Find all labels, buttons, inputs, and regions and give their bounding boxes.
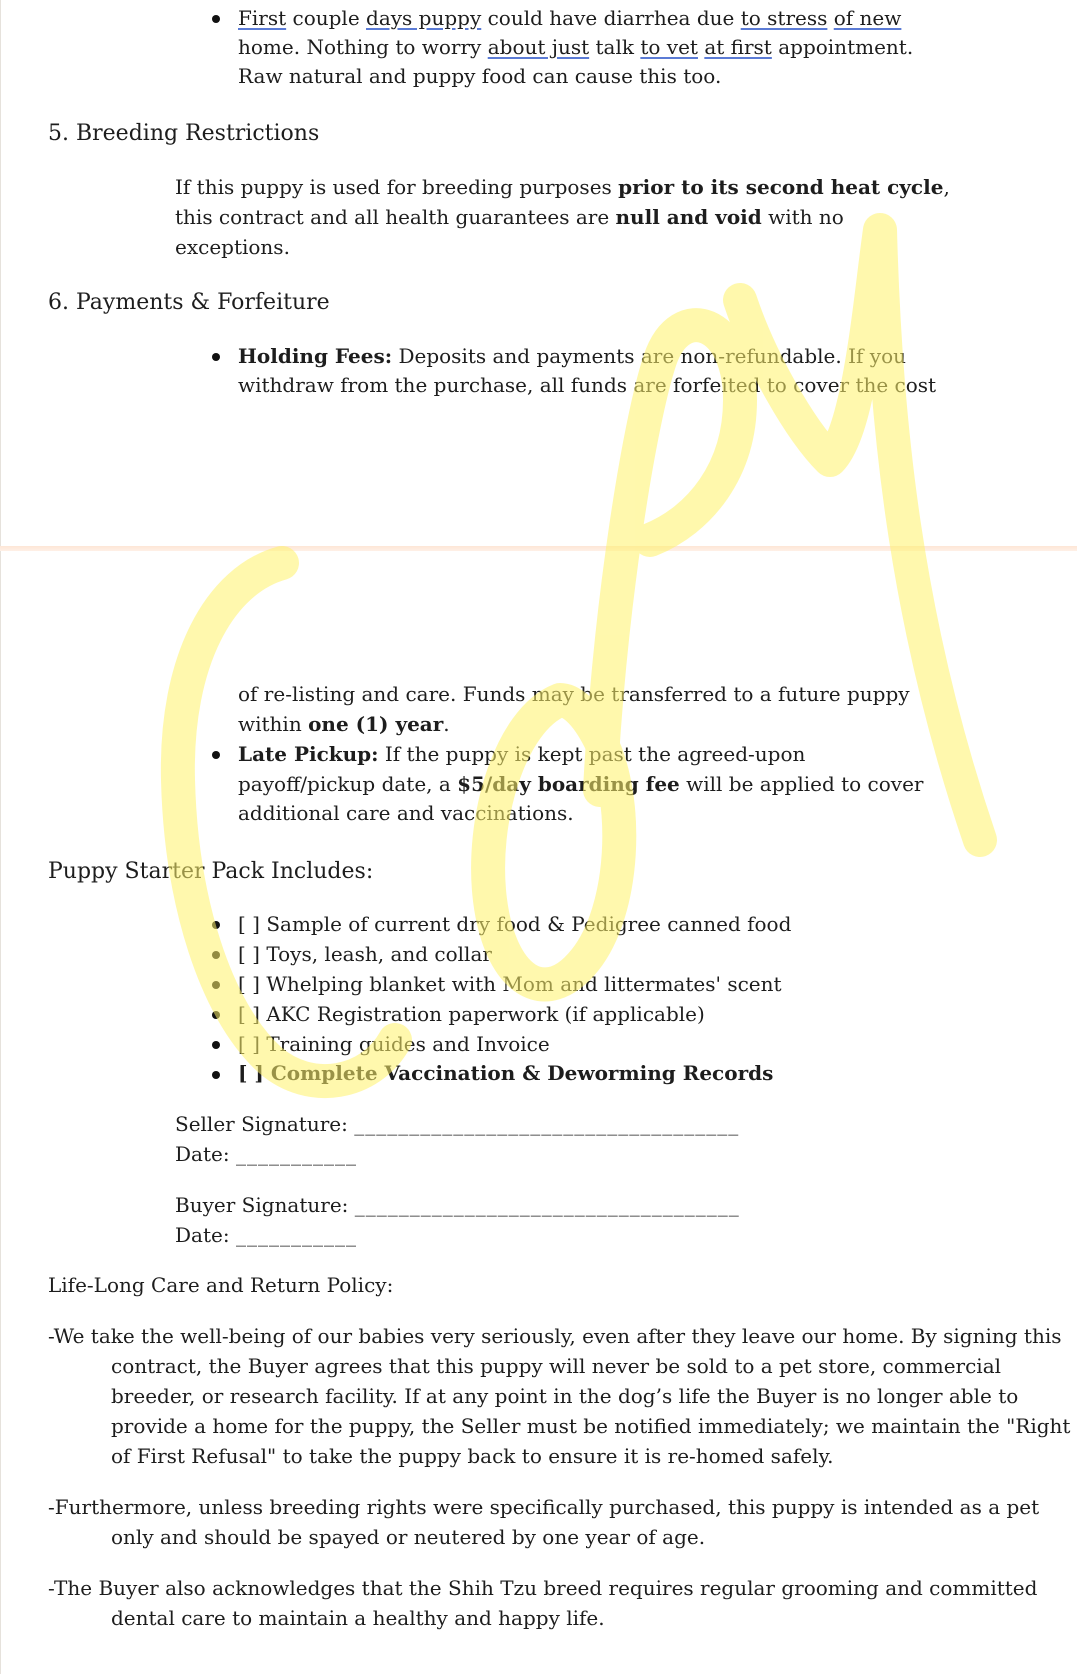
policy-p2-line: only and should be spayed or neutered by one year of age. [111, 1525, 706, 1549]
late-pickup-line-2: payoff/pickup date, a $5/day boarding fee will be applied to cover [238, 772, 924, 796]
starter-item: [ ] Sample of current dry food & Pedigree canned food [238, 912, 792, 936]
starter-item-bold: [ ] Complete Vaccination & Deworming Records [238, 1061, 774, 1085]
policy-p1-line: contract, the Buyer agrees that this puppy will never be sold to a pet store, commercial [111, 1354, 1002, 1378]
late-pickup-line-1: Late Pickup: If the puppy is kept past the agreed-upon [238, 742, 806, 766]
holding-fees-line-2: withdraw from the purchase, all funds are forfeited to cover the cost [238, 373, 937, 397]
seller-date-row: Date: ___________ [175, 1142, 357, 1166]
bullet-dot [212, 15, 220, 23]
starter-item: [ ] Whelping blanket with Mom and littermates' scent [238, 972, 782, 996]
policy-p3-line: dental care to maintain a healthy and happy life. [111, 1606, 605, 1630]
holding-fees-line-1: Holding Fees: Deposits and payments are non-refundable. If you [238, 344, 906, 368]
policy-p1-line: of First Refusal" to take the puppy back to ensure it is re-homed safely. [111, 1444, 834, 1468]
policy-p1-line: -We take the well-being of our babies very seriously, even after they leave our home. By signing this [48, 1324, 1062, 1348]
buyer-date-row: Date: ___________ [175, 1223, 357, 1247]
bullet-dot [212, 751, 220, 759]
seller-signature-row: Seller Signature: ___________________________________ [175, 1112, 740, 1136]
breeding-line-2: this contract and all health guarantees are null and void with no [175, 205, 844, 229]
seller-date-field[interactable]: ___________ [235, 1142, 357, 1166]
diarrhea-note-line-2: home. Nothing to worry about just talk to vet at first appointment. [238, 35, 914, 59]
starter-item: [ ] Training guides and Invoice [238, 1032, 550, 1056]
policy-p1-line: provide a home for the puppy, the Seller must be notified immediately; we maintain the "Right [111, 1414, 1071, 1438]
section-5-heading: 5. Breeding Restrictions [48, 121, 320, 146]
policy-heading: Life-Long Care and Return Policy: [48, 1273, 394, 1297]
seller-signature-field[interactable]: ___________________________________ [354, 1112, 740, 1136]
policy-p3-line: -The Buyer also acknowledges that the Shih Tzu breed requires regular grooming and committed [48, 1576, 1038, 1600]
late-pickup-line-3: additional care and vaccinations. [238, 801, 574, 825]
buyer-signature-row: Buyer Signature: ___________________________________ [175, 1193, 740, 1217]
holding-fees-line-3: of re-listing and care. Funds may be transferred to a future puppy [238, 682, 910, 706]
buyer-date-field[interactable]: ___________ [235, 1223, 357, 1247]
starter-pack-heading: Puppy Starter Pack Includes: [48, 859, 374, 884]
buyer-signature-field[interactable]: ___________________________________ [354, 1193, 740, 1217]
bullet-dot [212, 1041, 220, 1049]
bullet-dot [212, 921, 220, 929]
bullet-dot [212, 353, 220, 361]
section-6-heading: 6. Payments & Forfeiture [48, 290, 330, 315]
bullet-dot [212, 951, 220, 959]
starter-item: [ ] AKC Registration paperwork (if applicable) [238, 1002, 705, 1026]
policy-p1-line: breeder, or research facility. If at any point in the dog’s life the Buyer is no longer able to [111, 1384, 1019, 1408]
breeding-line-3: exceptions. [175, 235, 290, 259]
breeding-line-1: If this puppy is used for breeding purposes prior to its second heat cycle, [175, 175, 950, 199]
policy-p2-line: -Furthermore, unless breeding rights were specifically purchased, this puppy is intended as a pet [48, 1495, 1040, 1519]
starter-item: [ ] Toys, leash, and collar [238, 942, 492, 966]
bullet-dot [212, 1071, 220, 1079]
holding-fees-line-4: within one (1) year. [238, 712, 450, 736]
bullet-dot [212, 1011, 220, 1019]
diarrhea-note-line-3: Raw natural and puppy food can cause this too. [238, 64, 722, 88]
diarrhea-note-line-1: First couple days puppy could have diarrhea due to stress of new [238, 6, 902, 30]
bullet-dot [212, 981, 220, 989]
